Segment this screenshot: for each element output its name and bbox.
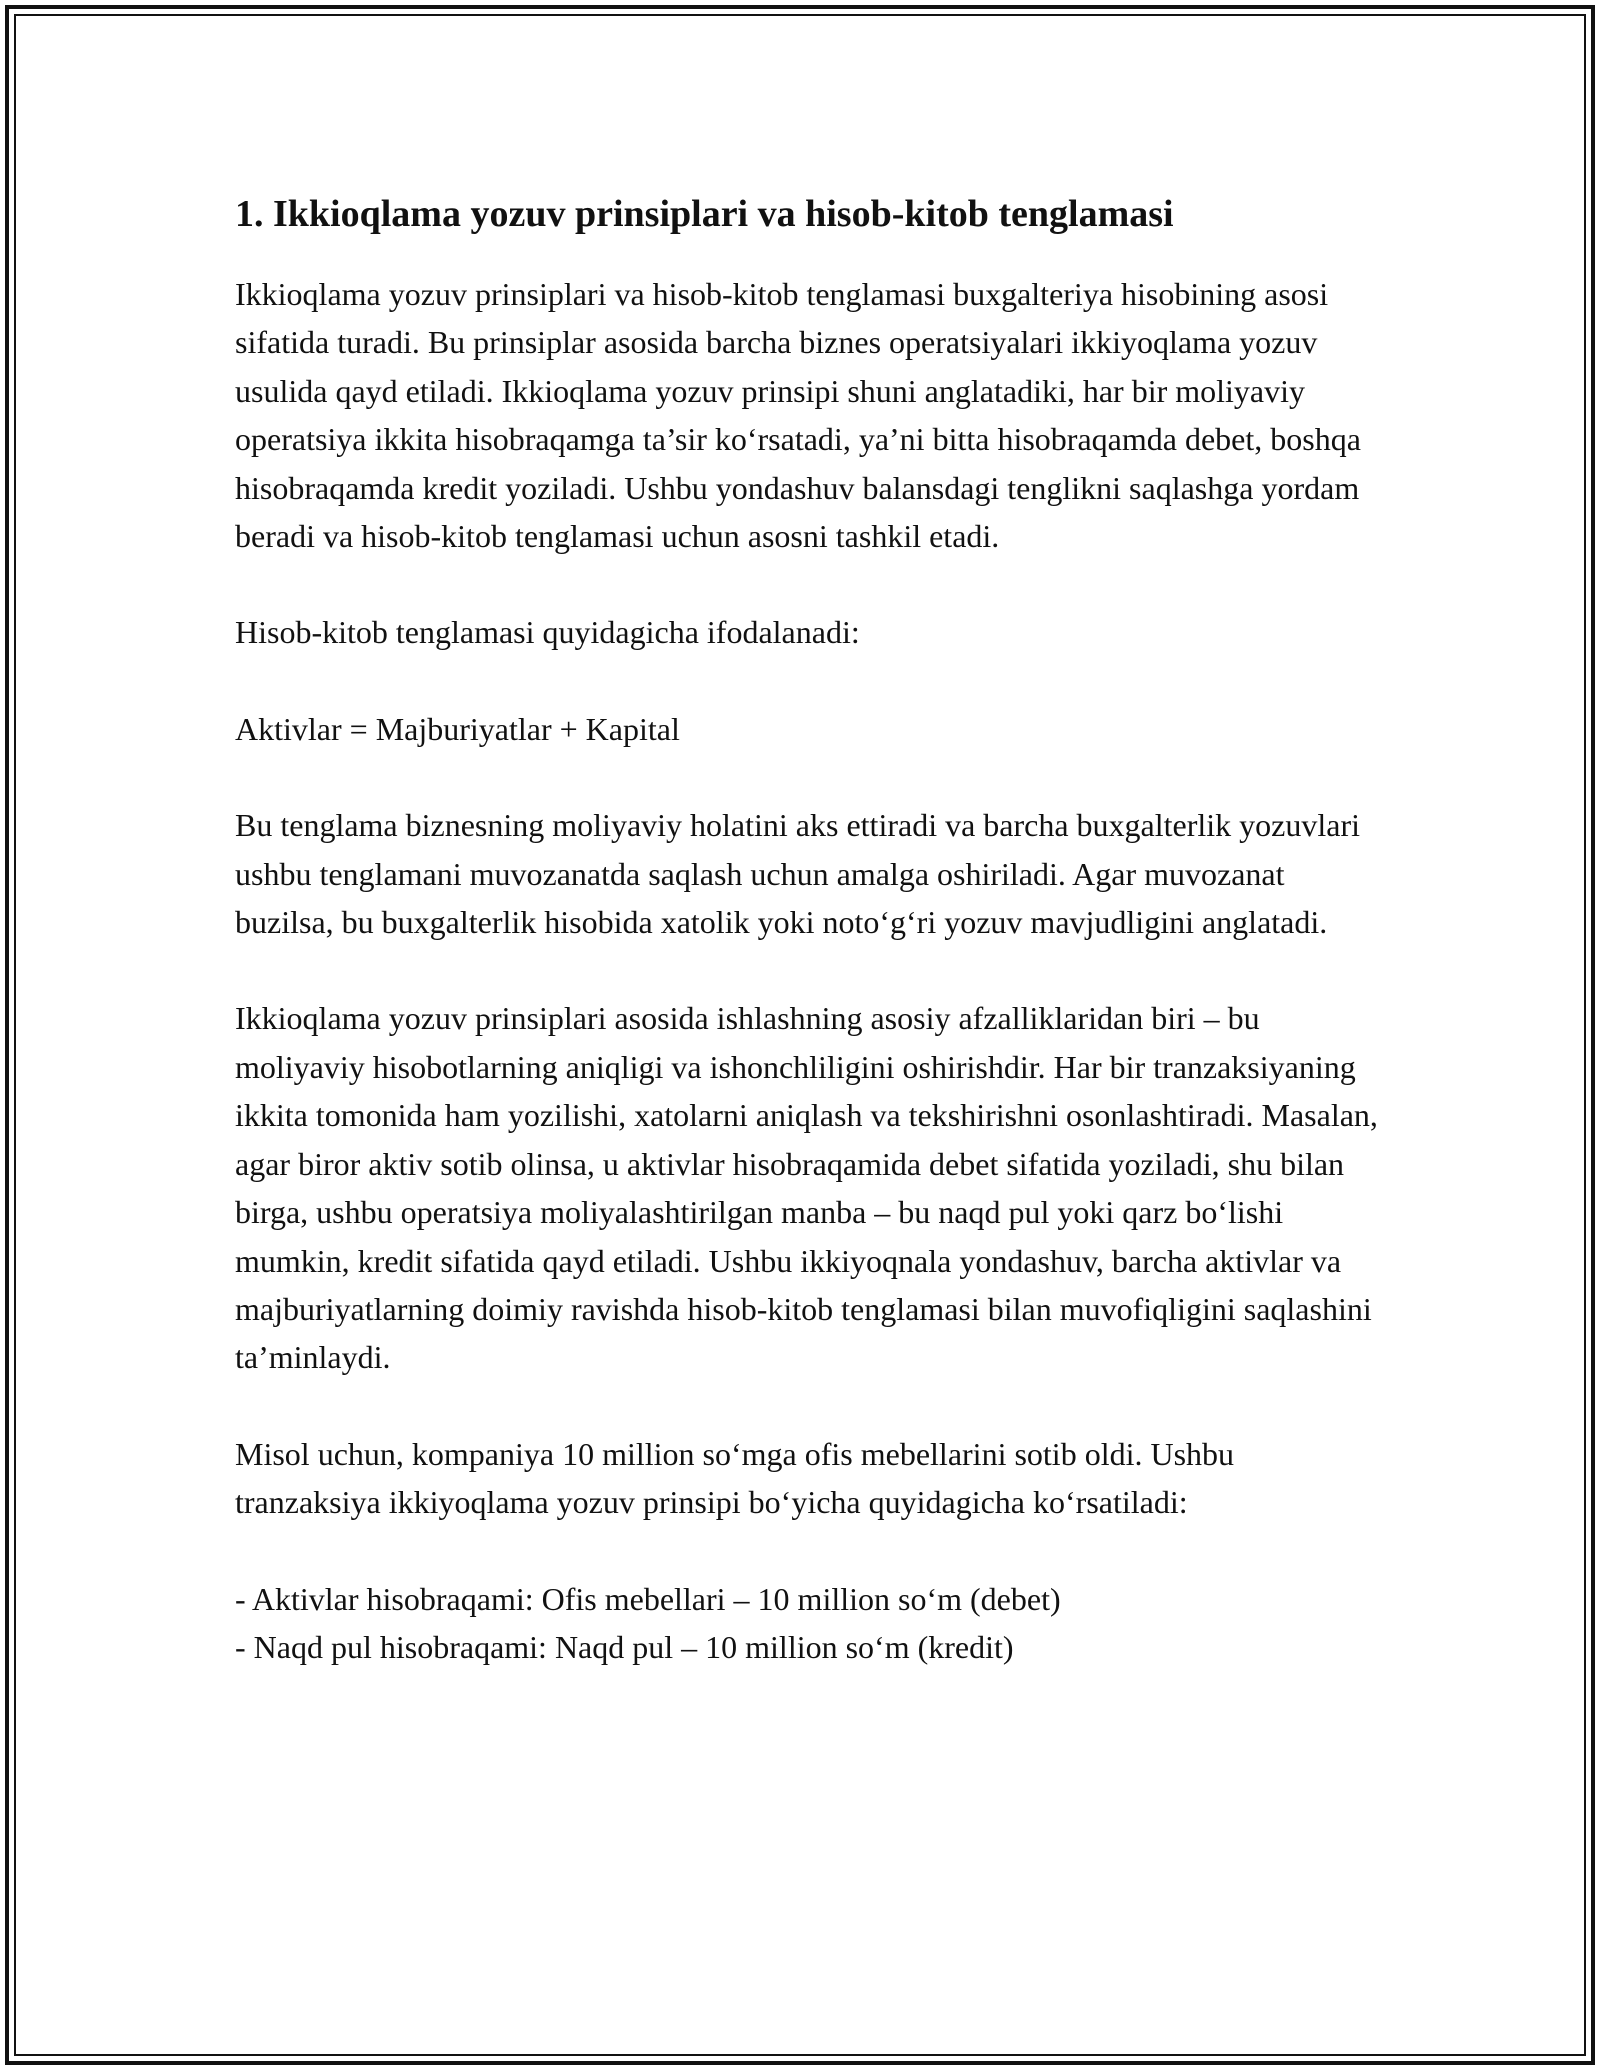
paragraph-balance: Bu tenglama biznesning moliyaviy holatini aks ettiradi va barcha buxgalterlik yozuvlari ushbu tenglamani muvozanatda saqlash uchun amalga oshiriladi. Agar muvozanat buzilsa, bu buxgalterlik hisobida xatolik yoki noto‘g‘ri yozuv mavjudligini anglatadi. bbox=[235, 807, 1361, 941]
section-heading: 1. Ikkioqlama yozuv prinsiplari va hisob-kitob tenglamasi bbox=[235, 193, 1174, 235]
paragraph-equation: Aktivlar = Majburiyatlar + Kapital bbox=[235, 710, 680, 747]
list-item-kredit: - Naqd pul hisobraqami: Naqd pul – 10 million so‘m (kredit) bbox=[235, 1628, 1014, 1665]
paragraph-intro: Ikkioqlama yozuv prinsiplari va hisob-kitob tenglamasi buxgalteriya hisobining asosi sifatida turadi. Bu prinsiplar asosida barcha biznes operatsiyalari ikkiyoqlama yozuv usulida qayd etiladi. Ikkioqlama yozuv prinsipi shuni anglatadiki, har bir moliyaviy operatsiya ikkita hisobraqamga ta’sir ko‘rsatadi, ya’ni bitta hisobraqamda debet, boshqa hisobraqamda kredit yoziladi. Ushbu yondashuv balansdagi tenglikni saqlashga yordam beradi va hisob-kitob tenglamasi uchun asosni tashkil etadi. bbox=[235, 276, 1361, 555]
paragraph-advantages: Ikkioqlama yozuv prinsiplari asosida ishlashning asosiy afzalliklaridan biri – bu moliyaviy hisobotlarning aniqligi va ishonchliligini oshirishdir. Har bir tranzaksiyaning ikkita tomonida ham yozilishi, xatolarni aniqlash va tekshirishni osonlashtiradi. Masalan, agar biror aktiv sotib olinsa, u aktivlar hisobraqamida debet sifatida yoziladi, shu bilan birga, ushbu operatsiya moliyalashtirilgan manba – bu naqd pul yoki qarz bo‘lishi mumkin, kredit sifatida qayd etiladi. Ushbu ikkiyoqnala yondashuv, barcha aktivlar va majburiyatlarning doimiy ravishda hisob-kitob tenglamasi bilan muvofiqligini saqlashini ta’minlaydi. bbox=[235, 1000, 1378, 1376]
paragraph-example: Misol uchun, kompaniya 10 million so‘mga ofis mebellarini sotib oldi. Ushbu tranzaksiya ikkiyoqlama yozuv prinsipi bo‘yicha quyidagicha ko‘rsatiladi: bbox=[235, 1435, 1235, 1521]
list-item-debet: - Aktivlar hisobraqami: Ofis mebellari – 10 million so‘m (debet) bbox=[235, 1580, 1061, 1617]
document-body bbox=[235, 188, 1385, 1671]
paragraph-equation-lead: Hisob-kitob tenglamasi quyidagicha ifodalanadi: bbox=[235, 614, 860, 651]
